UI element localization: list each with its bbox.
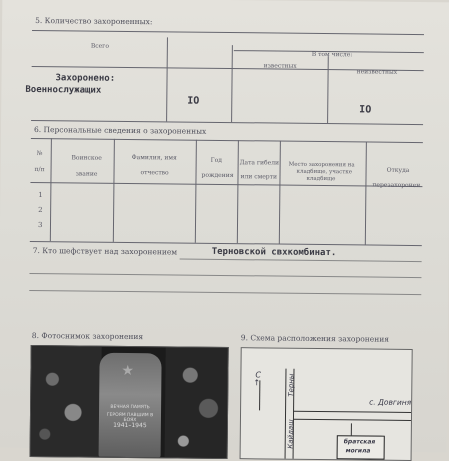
unknown-header: неизвестных [356, 68, 398, 76]
location-scheme [240, 347, 413, 461]
table6-col-divider-3 [195, 140, 197, 243]
col-place-l2: кладбище, участке [296, 168, 352, 176]
village-label: с. Довгиня [369, 397, 412, 407]
grave-label-line1: братская [343, 438, 376, 446]
table5-top-border [32, 30, 424, 35]
col-birth-l2: рождения [201, 171, 234, 180]
table5-col-divider-1 [166, 37, 168, 121]
col-num-l1: № [36, 150, 43, 158]
col-num-l2: п/п [34, 166, 45, 174]
table5-col-divider-3 [327, 56, 329, 123]
col-from-l2: перезахоронен [372, 181, 421, 190]
col-from-l1: Откуда [386, 166, 410, 174]
table6-header-bottom [30, 182, 422, 187]
section6-title: 6. Персональные сведения о захороненных [33, 125, 207, 136]
section5-title: 5. Количество захороненных: [35, 16, 153, 27]
col-place-l1: Место захоронения на [288, 161, 355, 169]
servicemen-label: Военнослужащих [25, 84, 102, 96]
mass-grave-box [337, 435, 385, 460]
photo-foliage-left [31, 346, 102, 457]
memorial-stone [99, 353, 162, 458]
blank-line-2 [29, 290, 421, 295]
row-number: 2 [38, 206, 43, 215]
col-name-l1: Фамилия, имя [131, 154, 177, 162]
street-label: Кайдаш [286, 419, 295, 449]
col-death-l1: Дата гибели [239, 159, 280, 167]
table6-col-divider-1 [50, 138, 52, 241]
patron-underline [180, 259, 422, 263]
table6-col-divider-5 [279, 141, 281, 244]
grave-photo [30, 345, 229, 459]
table6-bottom-border [30, 241, 422, 246]
stone-text-line: ГЕРОЯМ ПАВШИМ В БОЯХ [106, 412, 154, 424]
village-road-top [293, 411, 411, 413]
table6-col-divider-4 [237, 140, 239, 243]
including-header: В том числе: [311, 50, 353, 59]
col-birth-l1: Год [210, 156, 222, 164]
total-value: IO [187, 95, 200, 107]
star-icon: ★ [121, 362, 135, 380]
table5-bottom-border [31, 120, 423, 125]
section7-title: 7. Кто шефствует над захоронением [32, 245, 178, 257]
table5-col-divider-2 [231, 45, 233, 122]
col-death-l2: или смерти [240, 173, 278, 181]
village-road-bottom [293, 419, 411, 421]
table6-top-border [31, 138, 423, 143]
grave-label-line2: могила [345, 447, 371, 455]
stone-text-line: ВЕЧНАЯ ПАМЯТЬ [110, 404, 150, 411]
buried-label: Захоронено: [55, 73, 116, 84]
row-number: 1 [38, 191, 43, 200]
col-name-l2: отчество [140, 169, 169, 177]
patron-value: Терновской свхкомбинат. [211, 246, 337, 259]
north-arrow-icon: ↑ [253, 378, 261, 388]
stone-text-line: 1941–1945 [113, 421, 147, 430]
photo-foliage-right [165, 347, 228, 458]
row-number: 3 [37, 221, 43, 230]
col-rank: Воинское звание [71, 154, 102, 178]
known-header: известных [263, 62, 297, 70]
total-header: Всего [90, 42, 109, 50]
col-place-l3: кладбище [306, 175, 336, 183]
section8-title: 8. Фотоснимок захоронения [31, 330, 144, 342]
table6-col-divider-2 [113, 139, 115, 242]
section9-title: 9. Схема расположения захоронения [240, 333, 390, 344]
table6-col-divider-6 [365, 141, 367, 244]
blank-line-1 [29, 273, 421, 278]
north-label: С [255, 370, 262, 380]
unknown-value: IO [359, 104, 372, 116]
road-label: Терны [287, 373, 296, 397]
